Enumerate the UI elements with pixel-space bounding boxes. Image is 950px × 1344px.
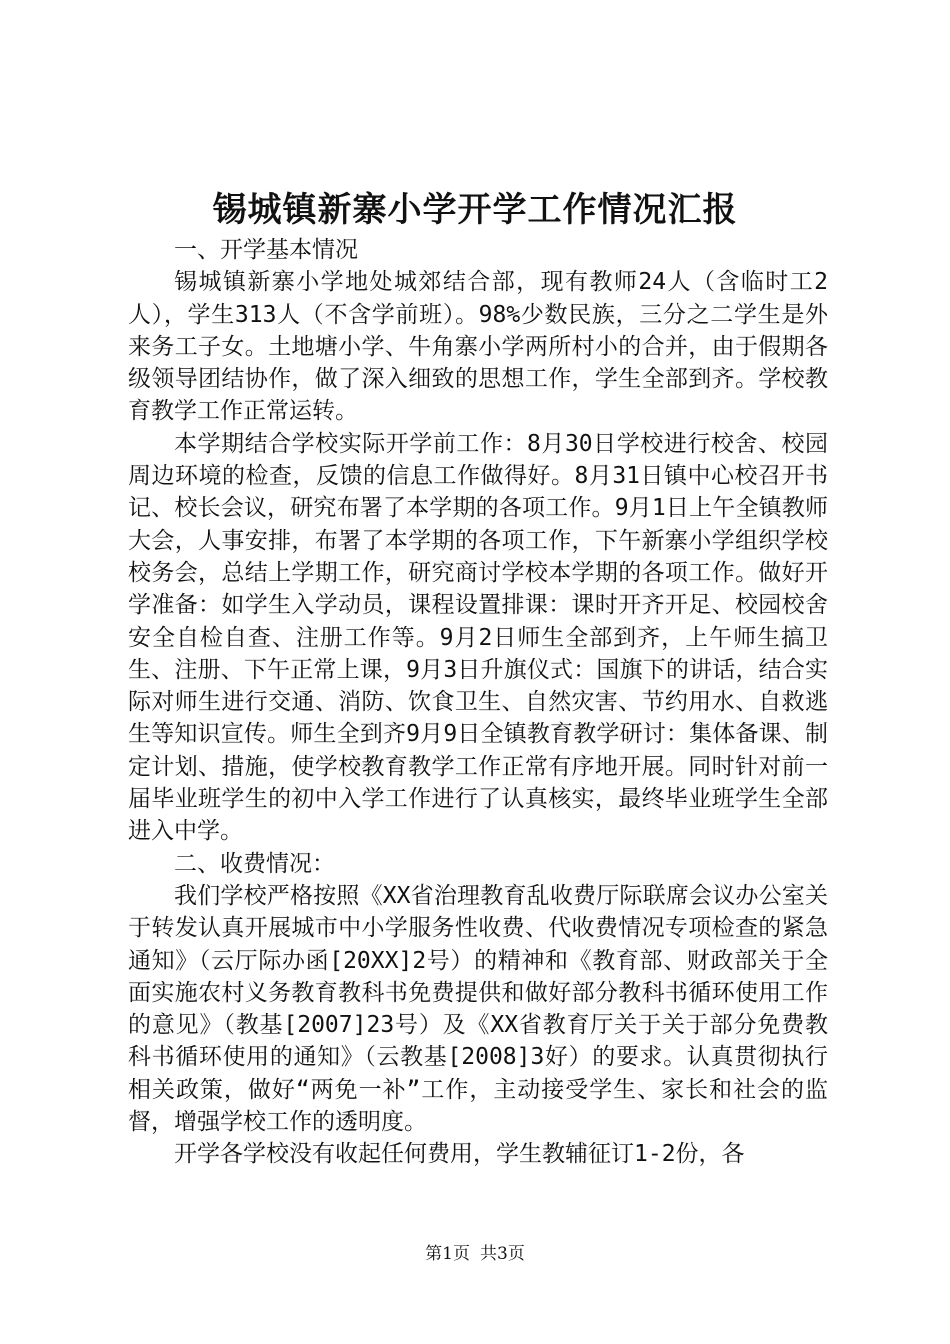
- section-heading: 一、开学基本情况: [174, 237, 358, 263]
- page-total: 共3页: [480, 1244, 525, 1264]
- page-footer: [0, 1242, 950, 1266]
- paragraph: 本学期结合学校实际开学前工作：8月30日学校进行校舍、校园周边环境的检查，反馈的信息工作做得好。8月31日镇中心校召开书记、校长会议，研究布署了本学期的各项工作。9月1日上午全镇教师大会，人事安排，布署了本学期的各项工作，下午新寨小学组织学校校务会，总结上学期工作，研究商讨学校本学期的各项工作。做好开学准备：如学生入学动员，课程设置排课：课时开齐开足、校园校舍安全自检自查、注册工作等。9月2日师生全部到齐，上午师生搞卫生、注册、下午正常上课，9月3日升旗仪式：国旗下的讲话，结合实际对师生进行交通、消防、饮食卫生、自然灾害、节约用水、自救逃生等知识宣传。师生全到齐9月9日全镇教育教学研讨：集体备课、制定计划、措施，使学校教育教学工作正常有序地开展。同时针对前一届毕业班学生的初中入学工作进行了认真核实，最终毕业班学生全部进入中学。: [128, 430, 828, 845]
- paragraph: 开学各学校没有收起任何费用，学生教辅征订1-2份，各: [174, 1141, 745, 1168]
- document-title: 锡城镇新寨小学开学工作情况汇报: [212, 190, 738, 230]
- page-number: 第1页: [425, 1244, 470, 1264]
- section-heading: 二、收费情况：: [174, 850, 335, 877]
- paragraph: 我们学校严格按照《XX省治理教育乱收费厅际联席会议办公室关于转发认真开展城市中小学服务性收费、代收费情况专项检查的紧急通知》（云厅际办函[20XX]2号）的精神和《教育部、财政部关于全面实施农村义务教育教科书免费提供和做好部分教科书循环使用工作的意见》（教基[2007]23号）及《XX省教育厅关于关于部分免费教科书循环使用的通知》（云教基[2008]3好）的要求。认真贯彻执行相关政策，做好“两免一补”工作，主动接受学生、家长和社会的监督，增强学校工作的透明度。: [128, 882, 828, 1136]
- document-body: [128, 234, 828, 1171]
- paragraph: 锡城镇新寨小学地处城郊结合部，现有教师24人（含临时工2人），学生313人（不含学前班）。98%少数民族，三分之二学生是外来务工子女。土地塘小学、牛角寨小学两所村小的合并，由于假期各级领导团结协作，做了深入细致的思想工作，学生全部到齐。学校教育教学工作正常运转。: [128, 269, 828, 425]
